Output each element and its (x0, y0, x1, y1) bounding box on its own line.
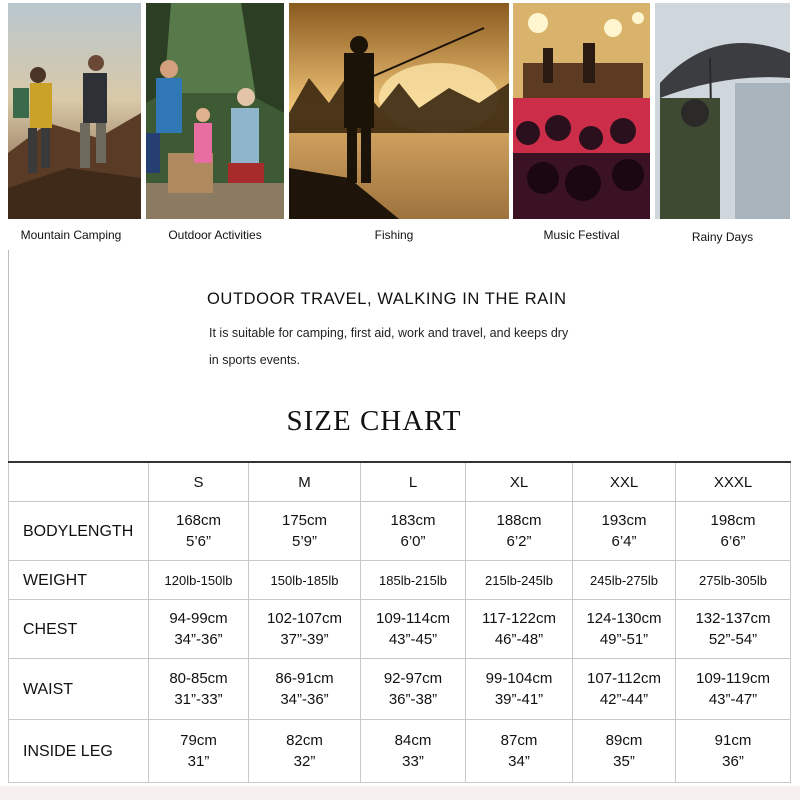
hikers-photo (8, 3, 141, 219)
metric-value: 175cm (281, 512, 328, 529)
imperial-value: 34” (508, 753, 530, 770)
metric-value: 183cm (390, 512, 436, 529)
table-cell (249, 600, 361, 659)
scene-caption: Outdoor Activities (168, 228, 262, 242)
imperial-value: 5’9” (291, 533, 317, 550)
row-label: WEIGHT (9, 561, 149, 600)
size-header-cell: M (249, 462, 361, 502)
size-chart-table (8, 461, 791, 783)
imperial-value: 6’0” (400, 533, 426, 550)
row-label: INSIDE LEG (9, 720, 149, 783)
table-cell (249, 502, 361, 561)
table-cell (676, 720, 791, 783)
size-header-cell: S (149, 462, 249, 502)
imperial-value: 35” (613, 753, 635, 770)
table-cell: 185lb-215lb (361, 561, 466, 600)
table-cell: 245lb-275lb (573, 561, 676, 600)
umbrella-photo (655, 3, 790, 219)
size-chart-title: SIZE CHART (286, 405, 462, 437)
scene-caption: Music Festival (543, 228, 620, 242)
table-cell (149, 600, 249, 659)
size-header-row (9, 462, 791, 502)
table-cell (149, 720, 249, 783)
family-picnic-photo (146, 3, 284, 219)
table-cell: 150lb-185lb (249, 561, 361, 600)
metric-value: 168cm (175, 512, 222, 529)
imperial-value: 31” (187, 753, 210, 770)
metric-value: 80-85cm (169, 670, 228, 687)
imperial-value: 33” (402, 753, 424, 770)
imperial-value: 39”-41” (494, 691, 544, 708)
size-header-cell: XXL (573, 462, 676, 502)
metric-value: 109-114cm (376, 610, 450, 627)
table-cell (361, 659, 466, 720)
table-row (9, 720, 791, 783)
intro-description (209, 320, 609, 374)
metric-value: 92-97cm (383, 670, 443, 687)
intro-line: It is suitable for camping, first aid, work and travel, and keeps dry (209, 326, 569, 340)
table-cell (249, 659, 361, 720)
table-cell (466, 659, 573, 720)
metric-value: 94-99cm (169, 610, 228, 627)
table-cell: 275lb-305lb (676, 561, 791, 600)
imperial-value: 46”-48” (494, 631, 544, 648)
metric-value: 193cm (601, 512, 647, 529)
size-header-cell: XL (466, 462, 573, 502)
metric-value: 132-137cm (695, 610, 771, 627)
imperial-value: 31”-33” (174, 691, 223, 708)
imperial-value: 49”-51” (599, 631, 649, 648)
row-label: WAIST (9, 659, 149, 720)
table-cell (676, 659, 791, 720)
imperial-value: 36” (722, 753, 744, 770)
imperial-value: 6’6” (720, 533, 746, 550)
imperial-value: 34”-36” (174, 631, 223, 648)
table-cell (573, 659, 676, 720)
metric-value: 107-112cm (587, 670, 661, 687)
table-row (9, 561, 791, 600)
row-label: CHEST (9, 600, 149, 659)
table-cell (361, 502, 466, 561)
metric-value: 188cm (496, 512, 542, 529)
table-cell (149, 502, 249, 561)
imperial-value: 37”-39” (280, 631, 329, 648)
table-cell (573, 600, 676, 659)
metric-value: 84cm (394, 732, 432, 749)
metric-value: 82cm (286, 732, 323, 749)
imperial-value: 52”-54” (708, 631, 758, 648)
table-cell (361, 720, 466, 783)
bottom-strip (0, 786, 800, 800)
scene-caption: Fishing (374, 228, 414, 242)
table-cell (676, 502, 791, 561)
scene-photo-strip (0, 0, 800, 250)
table-cell: 120lb-150lb (149, 561, 249, 600)
metric-value: 89cm (605, 732, 643, 749)
imperial-value: 32” (293, 753, 316, 770)
fisherman-silhouette-photo (289, 3, 509, 219)
row-label: BODYLENGTH (9, 502, 149, 561)
size-header-cell: XXXL (676, 462, 791, 502)
metric-value: 99-104cm (485, 670, 553, 687)
metric-value: 198cm (710, 512, 756, 529)
corner-cell (9, 462, 149, 502)
imperial-value: 6’4” (611, 533, 637, 550)
table-cell (149, 659, 249, 720)
table-cell (573, 720, 676, 783)
table-cell (466, 600, 573, 659)
table-row (9, 659, 791, 720)
concert-crowd-photo (513, 3, 650, 219)
metric-value: 117-122cm (482, 610, 556, 627)
table-cell (466, 720, 573, 783)
metric-value: 79cm (180, 732, 217, 749)
scene-caption: Mountain Camping (20, 228, 122, 242)
metric-value: 124-130cm (586, 610, 662, 627)
imperial-value: 42”-44” (599, 691, 649, 708)
intro-line: in sports events. (209, 353, 301, 367)
imperial-value: 6’2” (506, 533, 532, 550)
size-header-cell: L (361, 462, 466, 502)
metric-value: 91cm (714, 732, 752, 749)
table-cell: 215lb-245lb (466, 561, 573, 600)
table-cell (676, 600, 791, 659)
table-row (9, 502, 791, 561)
metric-value: 87cm (500, 732, 538, 749)
imperial-value: 43”-47” (708, 691, 758, 708)
intro-headline: OUTDOOR TRAVEL, WALKING IN THE RAIN (207, 290, 567, 308)
imperial-value: 34”-36” (280, 691, 329, 708)
table-cell (573, 502, 676, 561)
table-cell (361, 600, 466, 659)
imperial-value: 43”-45” (388, 631, 438, 648)
imperial-value: 5’6” (185, 533, 211, 550)
table-row (9, 600, 791, 659)
imperial-value: 36”-38” (388, 691, 438, 708)
scene-caption: Rainy Days (691, 230, 754, 244)
metric-value: 102-107cm (266, 610, 343, 627)
metric-value: 109-119cm (696, 670, 770, 687)
table-cell (466, 502, 573, 561)
table-cell (249, 720, 361, 783)
metric-value: 86-91cm (275, 670, 334, 687)
